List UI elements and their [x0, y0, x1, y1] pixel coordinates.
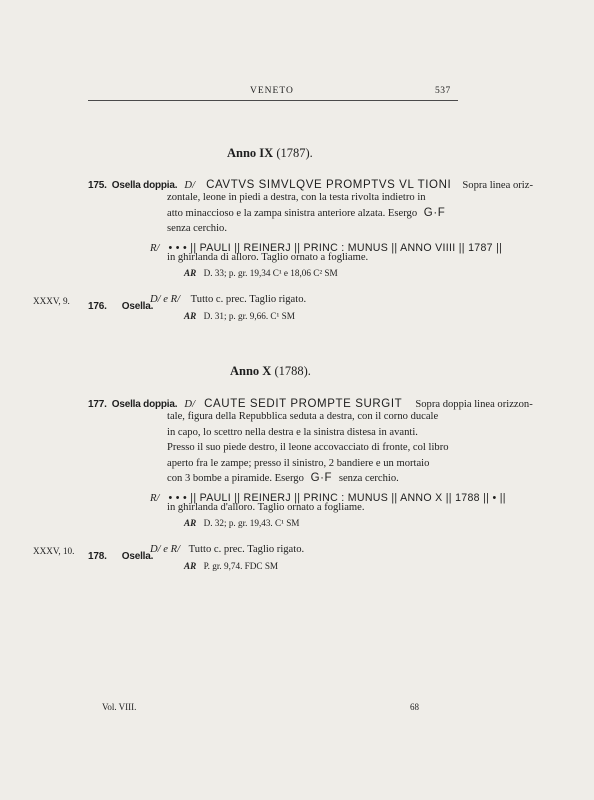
entry-176-specs-row: [184, 311, 295, 321]
entry-177-specs: D. 32; p. gr. 19,43. C¹ SM: [203, 518, 300, 528]
entry-175-legend: CAVTVS SIMVLQVE PROMPTVS VL TIONI: [206, 179, 452, 191]
year-heading-ix: [227, 146, 313, 161]
footer-volume: Vol. VIII.: [102, 702, 137, 712]
entry-177-line-6-wrap: [167, 471, 449, 487]
entry-178-number: 178.: [88, 551, 107, 562]
entry-176-sigla: D/ e R/: [150, 294, 181, 305]
entry-175-specs-row: [184, 268, 338, 278]
entry-178-sigla: D/ e R/: [150, 544, 181, 555]
entry-175-line-3-wrap: [167, 206, 445, 222]
entry-175-line-1: Sopra linea oriz-: [462, 180, 533, 191]
entry-177-metal: AR: [184, 518, 197, 528]
entry-177-line-1: Sopra doppia linea orizzon-: [415, 399, 533, 410]
entry-177-legend: CAUTE SEDIT PROMPTE SURGIT: [204, 398, 403, 410]
entry-175-exergue: G·F: [423, 206, 446, 219]
entry-175-description: [167, 190, 445, 237]
entry-176-number: 176.: [88, 301, 107, 312]
entry-175-type: Osella doppia.: [111, 180, 178, 191]
entry-176-plate: XXXV, 9.: [33, 296, 70, 306]
entry-176-metal: AR: [184, 311, 197, 321]
entry-177-line-5: aperto fra le zampe; presso il sinistro, 2 bandiere e un mortaio: [167, 457, 430, 469]
footer-signature: 68: [410, 702, 419, 712]
year-heading-x-date: (1788).: [274, 364, 311, 378]
entry-176-specs: D. 31; p. gr. 9,66. C¹ SM: [203, 311, 295, 321]
entry-177-line-3: in capo, lo scettro nella destra e la sinistra distesa in avanti.: [167, 426, 418, 438]
entry-175-line-3: atto minaccioso e la zampa sinistra anteriore alzata. Esergo: [167, 207, 418, 219]
entry-177-line-8: senza cerchio.: [338, 473, 399, 484]
year-heading-ix-bold: Anno IX: [227, 146, 274, 160]
entry-175-line-5: senza cerchio.: [167, 223, 227, 234]
entry-176-body: [150, 294, 306, 305]
entry-178-text: Tutto c. prec. Taglio rigato.: [188, 544, 305, 555]
entry-177-line-4: Presso il suo piede destro, il leone accovacciato di fronte, col libro: [167, 442, 449, 453]
entry-177-reverse-line: in ghirlanda d'alloro. Taglio ornato a fogliame.: [167, 502, 365, 513]
entry-175-metal: AR: [184, 268, 197, 278]
entry-177-reverse-sigla: R/: [150, 493, 160, 504]
year-heading-x-bold: Anno X: [230, 364, 272, 378]
entry-178-specs: P. gr. 9,74. FDC SM: [203, 561, 279, 571]
entry-177-type: Osella doppia.: [111, 399, 178, 410]
entry-178: [88, 544, 153, 563]
entry-178-metal: AR: [184, 561, 197, 571]
entry-175-line-2: zontale, leone in piedi a destra, con la testa rivolta indietro in: [167, 192, 426, 203]
page-number: 537: [435, 86, 451, 96]
entry-178-body: [150, 544, 304, 555]
entry-175-obverse-sigla: D/: [184, 180, 196, 191]
entry-177-number: 177.: [88, 399, 107, 410]
entry-175-reverse-legend: • • • || PAULI || REINERJ || PRINC : MUNUS || ANNO VIIII || 1787 ||: [168, 242, 503, 254]
entry-177-reverse-legend: • • • || PAULI || REINERJ || PRINC : MUNUS || ANNO X || 1788 || • ||: [168, 492, 506, 504]
entry-177-line-2: tale, figura della Repubblica seduta a destra, con il corno ducale: [167, 411, 439, 422]
header-rule: [88, 100, 458, 101]
running-head-title: VENETO: [250, 86, 294, 96]
entry-177-obverse-sigla: D/: [184, 399, 196, 410]
entry-176: [88, 294, 153, 313]
entry-177-specs-row: [184, 518, 299, 528]
entry-175-specs: D. 33; p. gr. 19,34 C¹ e 18,06 C² SM: [203, 268, 338, 278]
entry-177-line-6: con 3 bombe a piramide. Esergo: [167, 473, 304, 484]
entry-175-reverse-sigla: R/: [150, 243, 160, 254]
entry-177-description: [167, 409, 449, 487]
entry-178-type: Osella.: [121, 551, 154, 562]
year-heading-x: [230, 364, 311, 379]
entry-177-exergue: G·F: [310, 472, 333, 484]
year-heading-ix-date: (1787).: [276, 146, 313, 160]
entry-178-specs-row: [184, 561, 278, 571]
entry-175-reverse-line: in ghirlanda di alloro. Taglio ornato a fogliame.: [167, 252, 369, 263]
entry-176-type: Osella.: [121, 301, 154, 312]
entry-175-number: 175.: [88, 180, 107, 191]
entry-176-text: Tutto c. prec. Taglio rigato.: [190, 294, 307, 305]
entry-178-plate: XXXV, 10.: [33, 546, 75, 556]
